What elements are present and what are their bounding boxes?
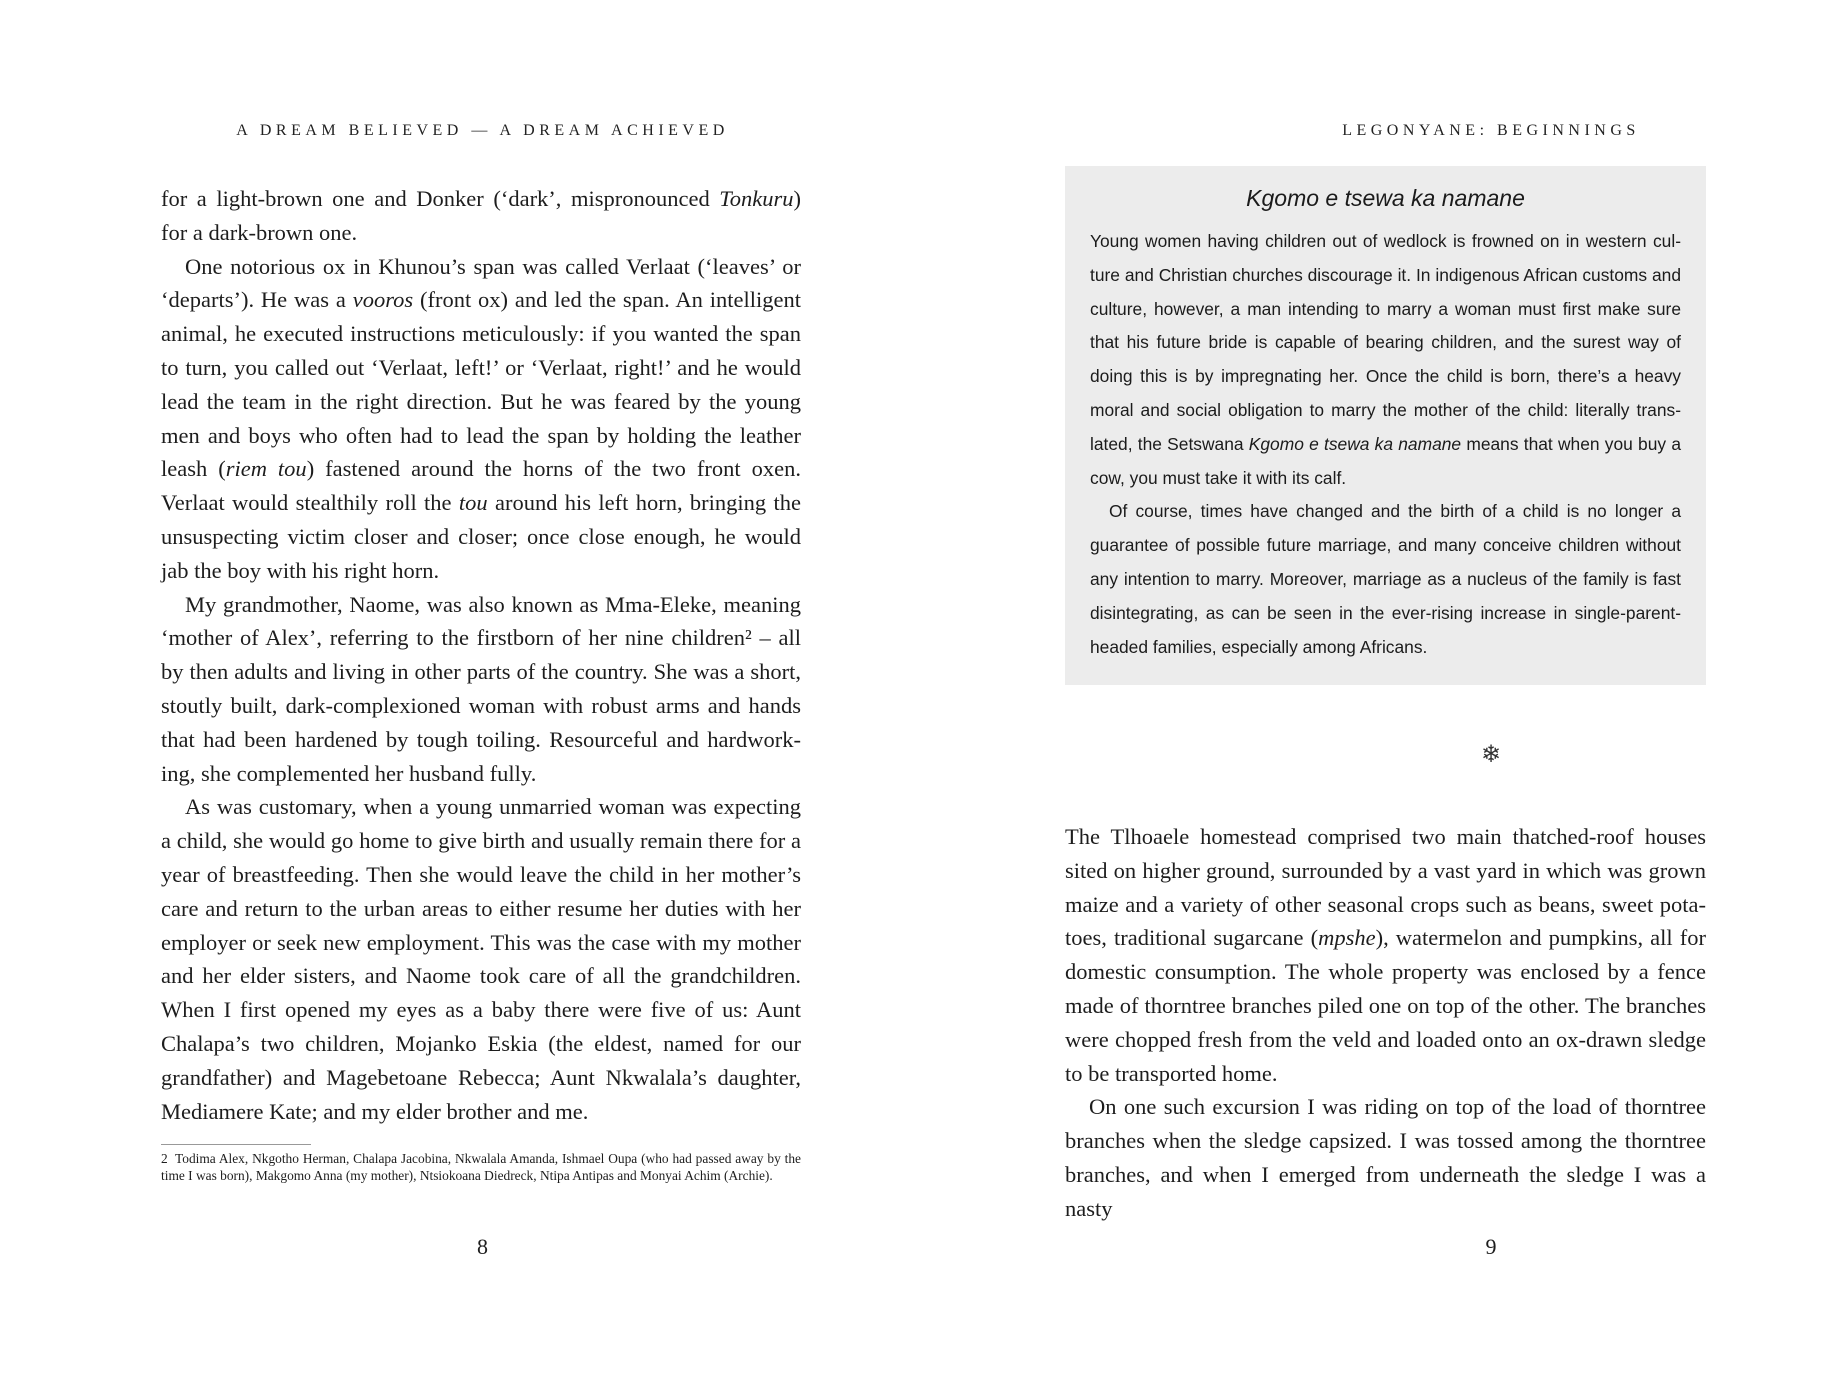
footnote-number: 2 <box>161 1151 168 1166</box>
right-body-text <box>1065 820 1706 1226</box>
footnote <box>161 1150 801 1184</box>
paragraph: for a light-brown one and Donker (‘dark’, mispronounced Tonkuru) for a dark-brown one. <box>161 186 801 245</box>
running-head-right: LEGONYANE: BEGINNINGS <box>1342 122 1640 139</box>
right-page <box>921 0 1843 1382</box>
paragraph: Young women having children out of wedlock is frowned on in western culture and Christian churches discourage it. In indigenous African customs and culture, however, a man intending to marry a woman must first make sure that his future bride is capable of bearing children, and the surest way of doing this is by impregnating her. Once the child is born, there’s a heavy moral and social obligation to marry the mother of the child: literally translated, the Setswana Kgomo e tsewa ka namane means that when you buy a cow, you must take it with its calf. <box>1090 231 1681 488</box>
footnote-text: Todima Alex, Nkgotho Herman, Chalapa Jacobina, Nkwalala Amanda, Ishmael Oupa (who had passed away by the time I was born), Makgomo Anna (my mother), Ntsiokoana Diedreck, Ntipa Antipas and Monyai Achim (Archie). <box>161 1151 801 1183</box>
sidebar-box <box>1065 166 1706 685</box>
paragraph: My grandmother, Naome, was also known as Mma-Eleke, meaning ‘mother of Alex’, referring to the firstborn of her nine children² – all by then adults and living in other parts of the country. She was a short, stoutly built, dark-complexioned woman with robust arms and hands that had been hardened by tough toiling. Resourceful and hardworking, she complemented her husband fully. <box>161 591 801 786</box>
page-number-left: 8 <box>477 1234 488 1259</box>
snowflake-ornament-icon: ❄ <box>1480 742 1502 768</box>
sidebar-title: Kgomo e tsewa ka namane <box>1246 185 1525 211</box>
left-body-text <box>161 182 801 1128</box>
paragraph: Of course, times have changed and the birth of a child is no longer a guarantee of possible future marriage, and many conceive children without any intention to marry. Moreover, marriage as a nucleus of the family is fast disintegrating, as can be seen in the ever-rising increase in single-parent-headed families, especially among Africans. <box>1090 501 1681 657</box>
paragraph: One notorious ox in Khunou’s span was called Verlaat (‘leaves’ or ‘departs’). He was a vooros (front ox) and led the span. An intelligent animal, he executed instructions meticulously: if you wanted the span to turn, you called out ‘Verlaat, left!’ or ‘Verlaat, right!’ and he would lead the team in the right direction. But he was feared by the young men and boys who often had to lead the span by holding the leather leash (riem tou) fastened around the horns of the two front oxen. Verlaat would stealthily roll the tou around his left horn, bringing the unsuspecting victim closer and closer; once close enough, he would jab the boy with his right horn. <box>161 253 801 583</box>
paragraph: On one such excursion I was riding on top of the load of thorntree branches when the sledge capsized. I was tossed among the thorntree branches, and when I emerged from underneath the sledge I was a nasty <box>1065 1094 1706 1221</box>
paragraph: The Tlhoaele homestead comprised two main thatched-roof houses sited on higher ground, surrounded by a vast yard in which was grown maize and a variety of other seasonal crops such as beans, sweet potatoes, traditional sugarcane (mpshe), watermelon and pumpkins, all for domestic consumption. The whole property was enclosed by a fence made of thorntree branches piled one on top of the other. The branches were chopped fresh from the veld and loaded onto an ox-drawn sledge to be transported home. <box>1065 824 1706 1086</box>
footnote-rule <box>161 1144 311 1145</box>
page-number-right: 9 <box>1485 1234 1497 1259</box>
running-head-left: A DREAM BELIEVED — A DREAM ACHIEVED <box>236 122 729 139</box>
paragraph: As was customary, when a young unmarried woman was expecting a child, she would go home to give birth and usually remain there for a year of breastfeeding. Then she would leave the child in her mother’s care and return to the urban areas to either resume her duties with her employer or seek new employment. This was the case with my mother and her elder sisters, and Naome took care of all the grandchildren. When I first opened my eyes as a baby there were five of us: Aunt Chalapa’s two children, Mojanko Eskia (the eldest, named for our grandfather) and Magebetoane Rebecca; Aunt Nkwalala’s daughter, Mediamere Kate; and my elder brother and me. <box>161 794 801 1124</box>
sidebar-body <box>1090 225 1681 664</box>
left-page <box>0 0 921 1382</box>
